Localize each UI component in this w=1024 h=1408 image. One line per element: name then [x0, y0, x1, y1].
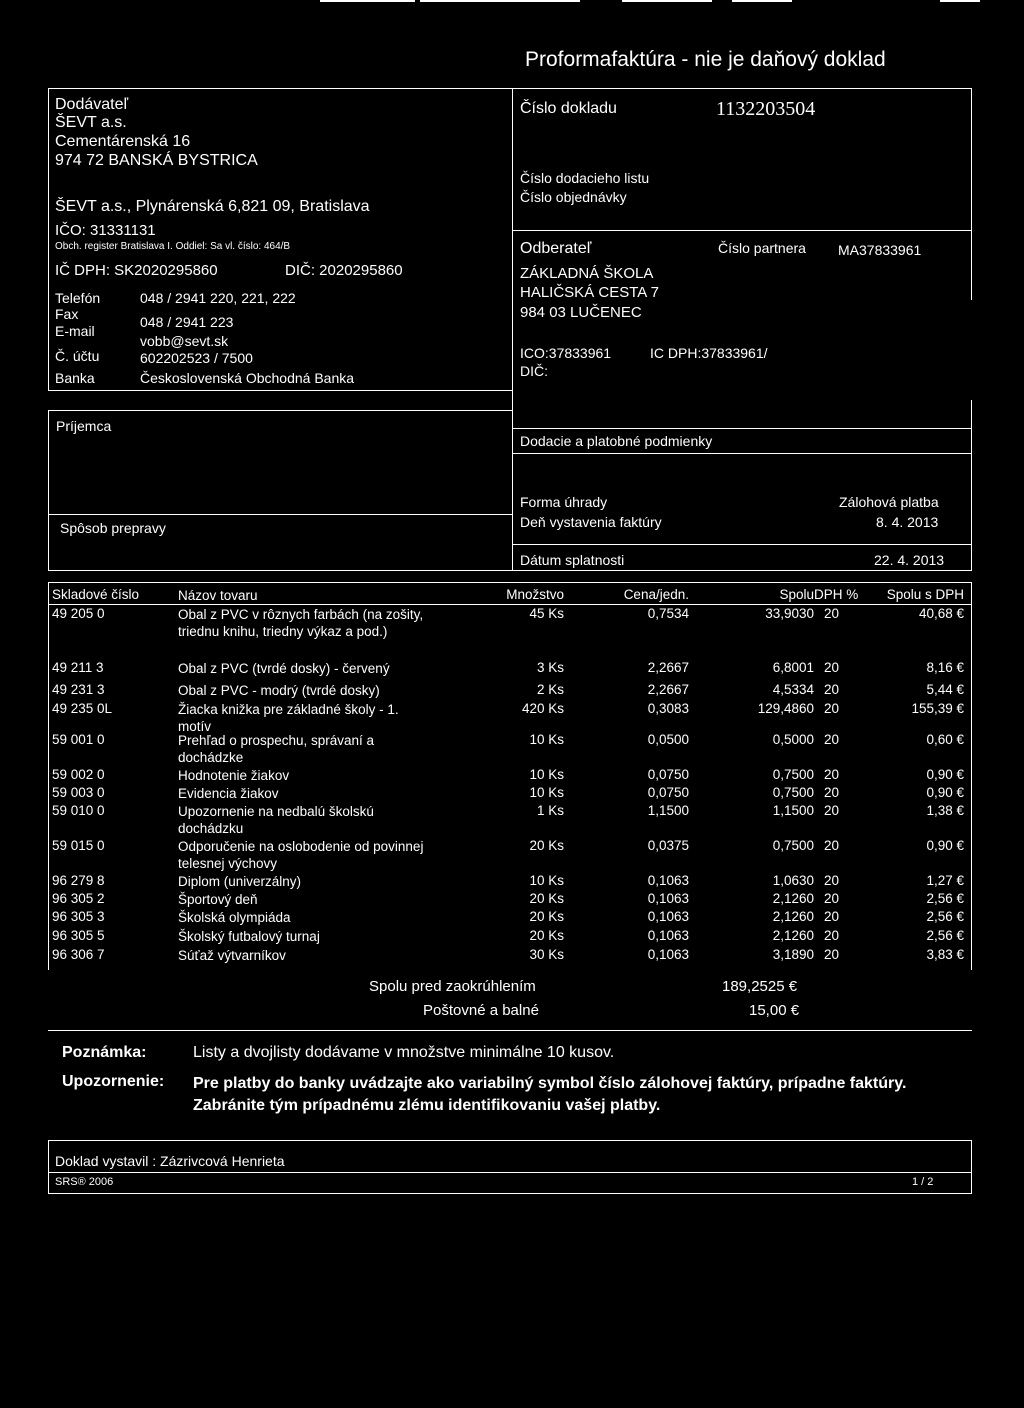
cell-name: Školský futbalový turnaj: [178, 929, 320, 944]
cell-total: 8,16 €: [926, 660, 964, 675]
cell-name: Upozornenie na nedbalú školskú dochádzku: [178, 804, 374, 836]
cell-code: 96 305 3: [52, 909, 105, 924]
cell-name: Prehľad o prospechu, správaní a dochádzke: [178, 733, 375, 765]
footer-top: [48, 1140, 972, 1141]
supplier-register: Obch. register Bratislava I. Oddiel: Sa vl. číslo: 464/B: [55, 241, 291, 252]
cell-qty: 10 Ks: [529, 873, 564, 888]
cell-sum: 0,7500: [772, 767, 814, 782]
cell-code: 49 231 3: [52, 682, 105, 697]
warning-label: Upozornenie:: [62, 1073, 165, 1090]
scan-artifact: [622, 0, 712, 2]
cell-total: 2,56 €: [926, 909, 964, 924]
cell-qty: 2 Ks: [536, 682, 564, 697]
supplier-name: ŠEVT a.s.: [55, 114, 127, 131]
footer-right: [971, 1140, 972, 1194]
cell-sum: 129,4860: [757, 701, 814, 716]
cell-price: 1,1500: [647, 803, 689, 818]
transport-top: [48, 514, 512, 515]
cell-price: 0,0750: [647, 767, 689, 782]
cell-code: 59 003 0: [52, 785, 105, 800]
cell-sum: 2,1260: [772, 909, 814, 924]
cell-name: Odporučenie na oslobodenie od povinnej telesnej výchovy: [178, 839, 424, 871]
cell-vat: 20: [824, 682, 840, 697]
cell-price: 0,0375: [647, 838, 689, 853]
cell-vat: 20: [824, 732, 840, 747]
customer-ico: ICO:37833961: [520, 345, 612, 361]
supplier-dic: DIČ: 2020295860: [285, 262, 403, 279]
col-vat-header: DPH %: [814, 587, 859, 602]
recipient-right: [512, 383, 513, 570]
terms-divider: [512, 453, 972, 454]
cell-price: 0,0750: [647, 785, 689, 800]
cell-name: Diplom (univerzálny): [178, 874, 302, 889]
frame-top: [48, 88, 972, 89]
customer-ic-dph: IC DPH:37833961/: [650, 345, 768, 361]
recipient-label: Príjemca: [56, 418, 112, 434]
cell-total: 2,56 €: [926, 928, 964, 943]
cell-code: 96 306 7: [52, 947, 105, 962]
cell-qty: 20 Ks: [529, 891, 564, 906]
cell-code: 49 211 3: [52, 660, 104, 675]
issued-by: Doklad vystavil : Zázrivcová Henrieta: [55, 1153, 285, 1169]
cell-sum: 33,9030: [765, 606, 814, 621]
col-total-header: Spolu s DPH: [886, 587, 964, 602]
cell-vat: 20: [824, 947, 840, 962]
table-left: [48, 582, 49, 970]
cell-vat: 20: [824, 660, 840, 675]
scan-artifact: [420, 0, 580, 2]
customer-street: HALIČSKÁ CESTA 7: [520, 284, 659, 301]
cell-code: 96 305 2: [52, 891, 105, 906]
cell-name: Evidencia žiakov: [178, 786, 279, 801]
customer-top: [512, 230, 972, 231]
issue-date: 8. 4. 2013: [876, 514, 939, 530]
cell-sum: 4,5334: [772, 682, 814, 697]
supplier-ic-dph: IČ DPH: SK2020295860: [55, 262, 218, 279]
cell-price: 0,1063: [647, 909, 689, 924]
due-date-label: Dátum splatnosti: [520, 552, 625, 568]
cell-qty: 10 Ks: [529, 767, 564, 782]
col-price-header: Cena/jedn.: [623, 587, 689, 602]
cell-qty: 10 Ks: [529, 732, 564, 747]
cell-total: 1,38 €: [926, 803, 964, 818]
cell-vat: 20: [824, 701, 840, 716]
cell-sum: 0,7500: [772, 838, 814, 853]
cell-total: 5,44 €: [926, 682, 964, 697]
cell-total: 3,83 €: [926, 947, 964, 962]
cell-vat: 20: [824, 909, 840, 924]
cell-qty: 10 Ks: [529, 785, 564, 800]
cell-price: 0,1063: [647, 891, 689, 906]
cell-name: Žiacka knižka pre základné školy - 1. motív: [178, 702, 399, 734]
cell-price: 0,1063: [647, 928, 689, 943]
partner-label: Číslo partnera: [718, 240, 806, 256]
cell-total: 0,90 €: [926, 838, 964, 853]
cell-code: 96 305 5: [52, 928, 105, 943]
supplier-city: 974 72 BANSKÁ BYSTRICA: [55, 152, 258, 169]
issue-date-label: Deň vystavenia faktúry: [520, 514, 662, 530]
cell-price: 0,0500: [647, 732, 689, 747]
col-qty-header: Množstvo: [506, 587, 564, 602]
cell-name: Obal z PVC - modrý (tvrdé dosky): [178, 683, 380, 698]
cell-name: Hodnotenie žiakov: [178, 768, 290, 783]
cell-sum: 0,7500: [772, 785, 814, 800]
note-label: Poznámka:: [62, 1044, 147, 1061]
supplier-bottom: [48, 390, 512, 391]
frame-right: [971, 88, 972, 300]
cell-sum: 0,5000: [772, 732, 814, 747]
cell-code: 49 235 0L: [52, 701, 113, 716]
cell-total: 0,90 €: [926, 767, 964, 782]
cell-total: 155,39 €: [911, 701, 964, 716]
scan-artifact: [940, 0, 980, 2]
payment-label: Forma úhrady: [520, 494, 608, 510]
subtotal-label: Spolu pred zaokrúhlením: [369, 978, 536, 995]
cell-total: 0,60 €: [926, 732, 964, 747]
cell-total: 0,90 €: [926, 785, 964, 800]
footer-left: [48, 1140, 49, 1194]
cell-qty: 20 Ks: [529, 928, 564, 943]
cell-sum: 6,8001: [772, 660, 814, 675]
fax-value: 048 / 2941 223: [140, 314, 234, 330]
cell-code: 59 015 0: [52, 838, 105, 853]
col-sum-header: Spolu: [779, 587, 814, 602]
cell-total: 40,68 €: [918, 606, 964, 621]
subtotal-value: 189,2525 €: [722, 978, 798, 995]
cell-price: 0,1063: [647, 873, 689, 888]
cell-sum: 1,1500: [772, 803, 814, 818]
cell-qty: 20 Ks: [529, 838, 564, 853]
cell-sum: 2,1260: [772, 928, 814, 943]
cell-qty: 20 Ks: [529, 909, 564, 924]
cell-qty: 3 Ks: [536, 660, 564, 675]
cell-name: Obal z PVC v rôznych farbách (na zošity, triednu knihu, triedny výkaz a pod.): [178, 607, 424, 639]
cell-qty: 45 Ks: [529, 606, 564, 621]
transport-label: Spôsob prepravy: [60, 520, 166, 536]
due-date: 22. 4. 2013: [874, 552, 945, 568]
supplier-street: Cementárenská 16: [55, 133, 191, 150]
page-number: 1 / 2: [912, 1176, 934, 1188]
bank-value: Československá Obchodná Banka: [140, 370, 355, 386]
cell-name: Športový deň: [178, 892, 258, 907]
cell-vat: 20: [824, 891, 840, 906]
document-title: Proformafaktúra - nie je daňový doklad: [525, 48, 886, 71]
footer-software: SRS® 2006: [55, 1176, 114, 1188]
cell-code: 59 010 0: [52, 803, 105, 818]
doc-number: 1132203504: [716, 98, 816, 120]
cell-total: 2,56 €: [926, 891, 964, 906]
notes-top: [48, 1030, 972, 1031]
cell-total: 1,27 €: [926, 873, 964, 888]
payment-value: Zálohová platba: [839, 494, 939, 510]
cell-sum: 1,0630: [772, 873, 814, 888]
cell-vat: 20: [824, 767, 840, 782]
col-name-header: Názov tovaru: [178, 588, 258, 603]
cell-price: 2,2667: [647, 682, 689, 697]
scan-artifact: [732, 0, 792, 2]
table-right: [971, 582, 972, 970]
footer-bottom: [48, 1193, 972, 1194]
warning-text: Pre platby do banky uvádzajte ako variabilný symbol číslo zálohovej faktúry, prípadne faktúry. Zabránite tým prípadnému zlému identifikovaniu vašej platby.: [193, 1075, 907, 1114]
recipient-left: [48, 410, 49, 570]
cell-name: Súťaž výtvarníkov: [178, 948, 286, 963]
footer-divider: [48, 1172, 972, 1173]
cell-name: Školská olympiáda: [178, 910, 291, 925]
shipping-label: Poštovné a balné: [423, 1002, 539, 1019]
cell-name: Obal z PVC (tvrdé dosky) - červený: [178, 661, 390, 676]
fax-label: Fax: [55, 306, 79, 322]
frame-left: [48, 88, 49, 390]
cell-price: 0,1063: [647, 947, 689, 962]
email-value: vobb@sevt.sk: [140, 333, 229, 349]
customer-heading: Odberateľ: [520, 240, 592, 257]
cell-vat: 20: [824, 873, 840, 888]
cell-code: 59 001 0: [52, 732, 105, 747]
table-header-bottom: [48, 604, 972, 605]
supplier-branch: ŠEVT a.s., Plynárenská 6,821 09, Bratislava: [55, 198, 370, 215]
terms-bottom: [48, 570, 972, 571]
cell-sum: 3,1890: [772, 947, 814, 962]
phone-label: Telefón: [55, 290, 101, 306]
table-top: [48, 582, 972, 583]
cell-price: 2,2667: [647, 660, 689, 675]
order-number-label: Číslo objednávky: [520, 189, 627, 205]
shipping-value: 15,00 €: [749, 1002, 800, 1019]
terms-top: [512, 428, 972, 429]
cell-code: 59 002 0: [52, 767, 105, 782]
email-label: E-mail: [55, 323, 95, 339]
cell-vat: 20: [824, 606, 840, 621]
recipient-top: [48, 410, 512, 411]
cell-vat: 20: [824, 803, 840, 818]
customer-name: ZÁKLADNÁ ŠKOLA: [520, 265, 654, 282]
partner-number: MA37833961: [838, 242, 922, 258]
frame-divider: [512, 88, 513, 390]
cell-sum: 2,1260: [772, 891, 814, 906]
cell-code: 49 205 0: [52, 606, 105, 621]
cell-vat: 20: [824, 928, 840, 943]
customer-dic: DIČ:: [520, 363, 548, 379]
due-top: [512, 544, 972, 545]
terms-heading: Dodacie a platobné podmienky: [520, 433, 713, 449]
cell-price: 0,3083: [647, 701, 689, 716]
cell-qty: 30 Ks: [529, 947, 564, 962]
cell-vat: 20: [824, 785, 840, 800]
phone-value: 048 / 2941 220, 221, 222: [140, 290, 296, 306]
cell-qty: 1 Ks: [536, 803, 564, 818]
cell-vat: 20: [824, 838, 840, 853]
cell-code: 96 279 8: [52, 873, 105, 888]
supplier-ico: IČO: 31331131: [55, 222, 156, 239]
supplier-heading: Dodávateľ: [55, 96, 129, 113]
doc-number-label: Číslo dokladu: [520, 100, 617, 117]
note-text: Listy a dvojlisty dodávame v množstve minimálne 10 kusov.: [193, 1044, 615, 1061]
delivery-note-label: Číslo dodacieho listu: [520, 170, 650, 186]
account-value: 602202523 / 7500: [140, 350, 253, 366]
bank-label: Banka: [55, 370, 95, 386]
customer-city: 984 03 LUČENEC: [520, 304, 642, 321]
cell-price: 0,7534: [647, 606, 689, 621]
scan-artifact: [320, 0, 415, 2]
col-code-header: Skladové číslo: [52, 587, 140, 602]
account-label: Č. účtu: [55, 348, 100, 364]
cell-qty: 420 Ks: [521, 701, 564, 716]
